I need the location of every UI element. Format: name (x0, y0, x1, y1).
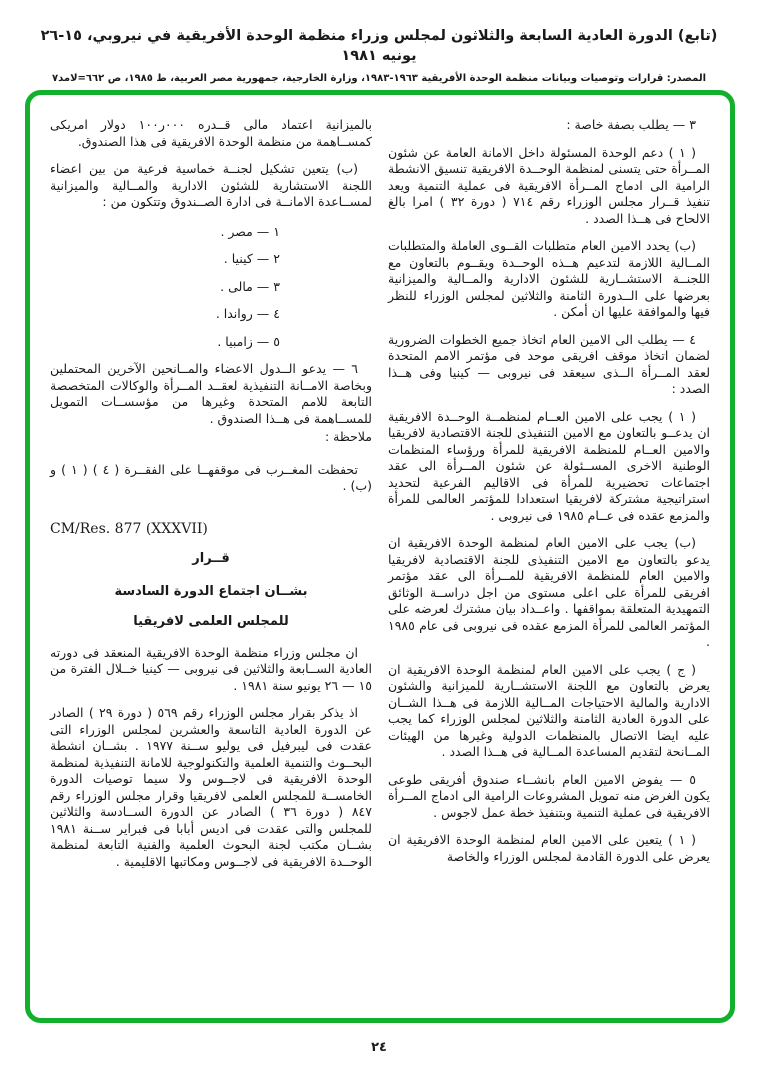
para-preparatory-meetings: ( ١ ) يجب على الامين العــام لمنظمــة الوحــدة الافريقية ان يدعــو بالتعاون مع الامين التنفيذى للجنة الاقتصادية لافريقيا والامين العــام للمنظمة الافريقية للمرأة ورؤساء المنظمات الوطنية الاخرى المســئولة عن شئون المــرأة الى عقد اجتماعات تحضيرية للمرأة فى الاقاليم الفرعية لتحديد استراتيجية مشتركة لافريقيا استعدادا للمؤتمر العالمى للمرأة والمزمع عقده فى عــام ١٩٨٥ فى نيروبى . (388, 408, 710, 523)
para-donors-invitation: ٦ — يدعو الــدول الاعضاء والمــانحين الآخرين المحتملين وبخاصة الامــانة التنفيذية لعقــد المــرأة والوكالات المتخصصة التابعة للامم المتحدة وغيرها من مؤسســات التمويل للمســاهمة فى هــذا الصندوق . (50, 361, 372, 426)
para-african-women-conference: (ب) يجب على الامين العام لمنظمة الوحدة الافريقية ان يدعو بالتعاون مع الامين التنفيذى للجنة الاقتصادية لافريقيا والامين العام للمنظمة الافريقية للمــرأة الى عقد مؤتمر افريقى للمرأة على اعلى مستوى من اجل دراســة الوثائق التمهيدية المتعلقة بمواقفها . واعــداد بيان مشترك لعرضه على المؤتمر العالمى للمرأة المزمع عقده فى نيروبى فى عام ١٩٨٥ . (388, 535, 710, 649)
para-support-women-unit: ( ١ ) دعم الوحدة المسئولة داخل الامانة العامة عن شئون المــرأة حتى يتسنى لمنظمة الوحــدة الافريقية تنسيق الانشطة الرامية الى ادماج المــرأة الافريقية فى عملية التنمية ويعد تنفيذ قــرار مجلس الوزراء رقم ٧١٤ ( دورة ٣٢ ) امرا بالغ الالحاح فى هــذا الصدد . (388, 144, 710, 226)
member-list (50, 224, 372, 351)
para-recalling-resolutions: اذ يذكر بقرار مجلس الوزراء رقم ٥٦٩ ( دورة ٢٩ ) الصادر عن الدورة العادية التاسعة والعشرين لمجلس الوزراء التى عقدت فى ليبرفيل فى يوليو ســنة ١٩٧٧ . بشــان انشطة البحــوث والتنمية العلمية والتكنولوجية للامانة التنفيذية لمنظمة الوحدة الافريقية فى لاجــوس ولا سيما توصيات الدورة الخامســة للمجلس العلمى لافريقيا وقرار مجلس الوزراء رقم ٨٤٧ ( دورة ٣٦ ) الصادر عن الدورة الســادسة والثلاثين للمجلس والتى عقدت فى اديس أبابا فى فبراير ســنة ١٩٨١ بشــان مكتب لجنة البحوث العلمية والفنية التابعة لمنظمة الوحــدة الافريقية فى لاجــوس ومكاتبها الاقليمية . (50, 705, 372, 869)
list-item-zambia: ٥ — زامبيا . (217, 333, 280, 349)
page-header (0, 26, 758, 84)
column-left (50, 117, 372, 1000)
resolution-subtitle-line2: للمجلس العلمى لافريقيا (133, 614, 289, 629)
para-voluntary-fund: ٥ — يفوض الامين العام بانشــاء صندوق أفريقى طوعى يكون الغرض منه تمويل المشروعات الرامية الى ادماج المــرأة الافريقية فى عملية التنمية وبتنفيذ خطة عمل لاجوس . (388, 771, 710, 820)
para-budget-advisory-committee: ( ج ) يجب على الامين العام لمنظمة الوحدة الافريقية ان يعرض بالتعاون مع اللجنة الاستشــارية للميزانية والشئون الادارية والمالية الاحتياجات المــالية اللازمة فى هــذا الشــان على الدورة العادية الثامنة والثلاثين لمجلس الوزراء كما يجب عليه ايضا الاتصال بالمنظمات الدولية وغيرها من الهيئات المــانحة لتقديم المساعدة المــالية فى هــذا الصدد . (388, 661, 710, 759)
para-unified-african-stance: ٤ — يطلب الى الامين العام اتخاذ جميع الخطوات الضرورية لضمان اتخاذ موقف افريقى موحد فى مؤتمر الامم المتحدة لعقد المــرأة الــذى سيعقد فى نيروبى — كينيا وفى هــذا الصدد : (388, 331, 710, 396)
resolution-title: قــرار (192, 551, 230, 566)
para-requests-specifically: ٣ — يطلب بصفة خاصة : (566, 117, 696, 132)
list-item-mali: ٣ — مالى . (220, 278, 280, 294)
para-subcommittee-formation: (ب) يتعين تشكيل لجنــة خماسية فرعية من بين اعضاء اللجنة الاستشارية للشئون الادارية والمــالية والميزانية لمســاعدة الامانــة فى ادارة الصــندوق وتتكون من : (50, 161, 372, 209)
list-item-kenya: ٢ — كينيا . (223, 251, 280, 266)
content-frame (25, 90, 735, 1023)
column-right (388, 117, 710, 1000)
resolution-number: CM/Res. 877 (XXXVII) (50, 520, 208, 537)
page-number: ٢٤ (371, 1040, 387, 1055)
note-label: ملاحظة : (324, 429, 372, 444)
list-item-rwanda: ٤ — رواندا . (215, 306, 280, 321)
para-morocco-reservation: تحفظت المغــرب فى موقفهــا على الفقــرة ( ٤ ) ( ١ ) و (ب) . (50, 461, 372, 493)
para-next-session-presentation: ( ١ ) يتعين على الامين العام لمنظمة الوحدة الافريقية ان يعرض على الدورة القادمة لمجلس الوزراء والخاصة (388, 832, 710, 864)
para-council-preamble: ان مجلس وزراء منظمة الوحدة الافريقية المنعقد فى دورته العادية الســابعة والثلاثين فى نيروبى — كينيا خــلال الفترة من ١٥ — ٢٦ يونيو سنة ١٩٨١ . (50, 644, 372, 693)
resolution-subtitle-line1: بشــان اجتماع الدورة السادسة (114, 583, 308, 599)
para-manpower-requirements: (ب) يحدد الامين العام متطلبات القــوى العاملة والمتطلبات المــالية اللازمة لتدعيم هــذه الوحــدة ويقــوم بالتعاون مع اللجنــة الاستشــارية للشئون الادارية والمــالية والميزانية بعرضها على الــدورة الثامنة والثلاثين لمجلس الوزراء للنظر فيها والموافقة عليها ان أمكن . (388, 238, 710, 319)
para-budget-allocation: بالميزانية اعتماد مالى قــدره ٠٠٠ر١٠٠ دولار امريكى كمســاهمة من منظمة الوحدة الافريقية فى هذا الصندوق. (50, 117, 372, 149)
header-source-line: المصدر: قرارات وتوصيات وبيانات منظمة الوحدة الأفريقية ١٩٦٣-١٩٨٣، وزارة الخارجية، جمهورية مصر العربية، ط ١٩٨٥، ص ٦٦٢=لامد٧ (52, 72, 706, 84)
list-item-egypt: ١ — مصر . (220, 223, 280, 239)
header-session-line: (تابع) الدورة العادية السابعة والثلاثون لمجلس وزراء منظمة الوحدة الأفريقية في نيروبي، ١٥-٢٦ يونيه ١٩٨١ (40, 28, 718, 65)
